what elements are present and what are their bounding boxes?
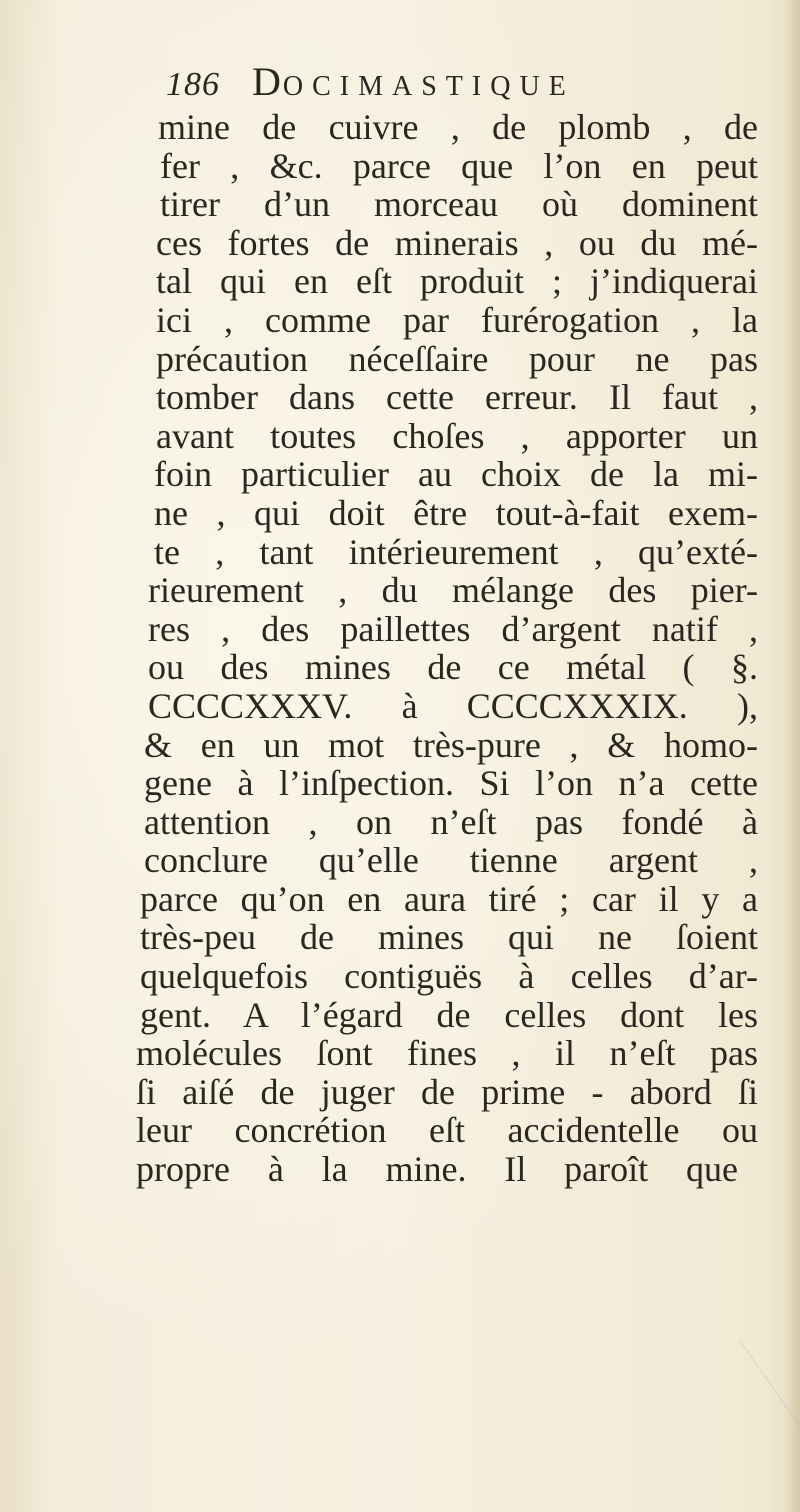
text-line: CCCCXXXV. à CCCCXXXIX. ), — [148, 685, 758, 726]
running-title-initial: D — [252, 59, 283, 104]
text-line: te , tant intérieurement , qu’exté- — [154, 531, 758, 572]
text-line: tomber dans cette erreur. Il faut , — [156, 377, 758, 418]
text-line-last: propre à la mine. Il paroît que — [136, 1149, 738, 1190]
text-line: fer , &c. parce que l’on en peut — [160, 145, 758, 186]
running-title-rest: OCIMASTIQUE — [282, 71, 575, 102]
running-title — [252, 58, 575, 105]
page-text — [130, 58, 770, 1189]
text-line: quelquefois contiguës à celles d’ar- — [140, 956, 758, 997]
text-line: ſi aiſé de juger de prime - abord ſi — [136, 1071, 758, 1112]
text-line: ne , qui doit être tout-à-fait exem- — [154, 492, 758, 533]
page-number: 186 — [166, 66, 220, 103]
text-line: gent. A l’égard de celles dont les — [140, 994, 758, 1035]
text-line: précaution néceſſaire pour ne pas — [156, 338, 758, 379]
text-line: très-peu de mines qui ne ſoient — [140, 917, 758, 958]
text-line: mine de cuivre , de plomb , de — [158, 107, 758, 147]
text-line: & en un mot très-pure , & homo- — [144, 724, 758, 765]
text-line: gene à l’inſpection. Si l’on n’a cette — [144, 763, 758, 804]
text-line: ici , comme par furérogation , la — [156, 299, 758, 340]
text-line: res , des paillettes d’argent natif , — [148, 608, 758, 649]
text-line: foin particulier au choix de la mi- — [154, 454, 758, 495]
text-line: leur concrétion eſt accidentelle ou — [136, 1110, 758, 1151]
text-line: parce qu’on en aura tiré ; car il y a — [140, 878, 758, 919]
text-line: molécules ſont fines , il n’eſt pas — [136, 1033, 758, 1074]
page-edge-shadow — [786, 0, 800, 1512]
text-line: ou des mines de ce métal ( §. — [148, 647, 758, 688]
text-line: attention , on n’eſt pas fondé à — [144, 801, 758, 842]
running-header — [166, 58, 770, 108]
text-line: conclure qu’elle tienne argent , — [144, 840, 758, 881]
text-line: tal qui en eſt produit ; j’indiquerai — [156, 261, 758, 302]
text-line: avant toutes choſes , apporter un — [156, 415, 758, 456]
text-line: tirer d’un morceau où dominent — [160, 184, 758, 225]
text-line: ces fortes de minerais , ou du mé- — [156, 222, 758, 263]
text-line: rieurement , du mélange des pier- — [148, 570, 758, 611]
